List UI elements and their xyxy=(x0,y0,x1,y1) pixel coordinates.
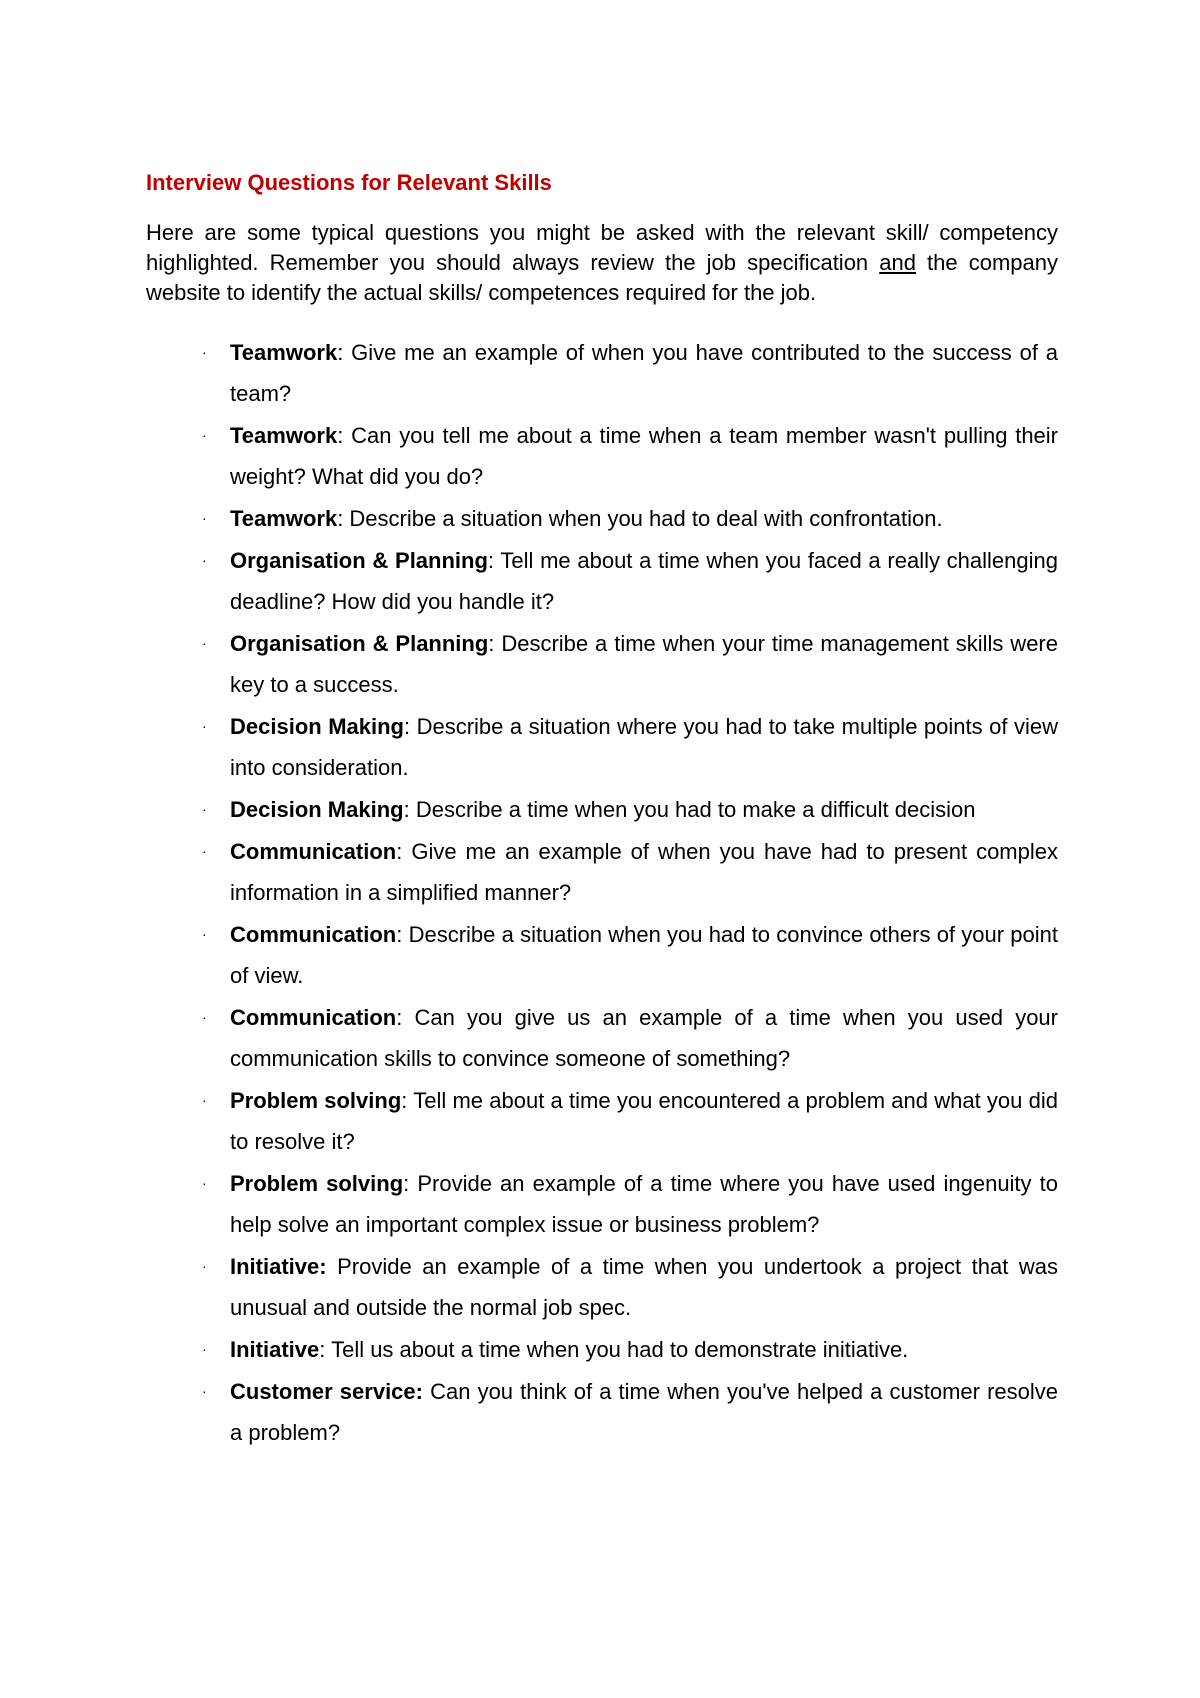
list-item xyxy=(146,1329,1058,1370)
skill-label: Initiative xyxy=(230,1337,320,1362)
list-item xyxy=(146,1371,1058,1453)
skill-label: Problem solving xyxy=(230,1171,404,1196)
bullet-icon: · xyxy=(202,843,207,859)
question-text: : Tell us about a time when you had to demonstrate initiative. xyxy=(319,1337,909,1362)
skill-label: Customer service: xyxy=(230,1379,423,1404)
skill-label: Organisation & Planning xyxy=(230,548,488,573)
intro-text-part1: Here are some typical questions you might be asked with the relevant skill/ competency highlighted. Remember you should always review the job specification xyxy=(146,220,1058,275)
document-title: Interview Questions for Relevant Skills xyxy=(146,170,552,195)
list-item xyxy=(146,498,1058,539)
list-item xyxy=(146,1080,1058,1162)
intro-text-part2: the company website to identify the actual skills/ competences required for the job. xyxy=(146,250,1058,305)
bullet-icon: · xyxy=(202,1009,207,1025)
skill-label: Teamwork xyxy=(230,423,338,448)
skill-label: Decision Making xyxy=(230,714,404,739)
document-page xyxy=(146,168,1058,1454)
list-item xyxy=(146,1163,1058,1245)
question-text: : Describe a situation where you had to take multiple points of view into consideration. xyxy=(230,714,1059,780)
bullet-icon: · xyxy=(202,344,207,360)
bullet-icon: · xyxy=(202,1383,207,1399)
question-text: : Describe a time when your time management skills were key to a success. xyxy=(230,631,1058,697)
question-text: : Tell me about a time you encountered a problem and what you did to resolve it? xyxy=(230,1088,1058,1154)
bullet-icon: · xyxy=(202,1341,207,1357)
bullet-icon: · xyxy=(202,427,207,443)
skill-label: Initiative: xyxy=(230,1254,327,1279)
bullet-icon: · xyxy=(202,510,207,526)
intro-underlined-word: and xyxy=(879,250,916,275)
skill-label: Organisation & Planning xyxy=(230,631,489,656)
list-item xyxy=(146,623,1058,705)
skill-label: Problem solving xyxy=(230,1088,402,1113)
question-text: : Give me an example of when you have had to present complex information in a simplified manner? xyxy=(230,839,1058,905)
skill-label: Decision Making xyxy=(230,797,404,822)
skill-label: Teamwork xyxy=(230,340,338,365)
question-text: : Can you give us an example of a time when you used your communication skills to convince someone of something? xyxy=(230,1005,1058,1071)
skill-label: Communication xyxy=(230,922,397,947)
list-item xyxy=(146,706,1058,788)
question-text: : Provide an example of a time where you have used ingenuity to help solve an important complex issue or business problem? xyxy=(230,1171,1058,1237)
bullet-icon: · xyxy=(202,1258,207,1274)
bullet-icon: · xyxy=(202,1092,207,1108)
bullet-icon: · xyxy=(202,801,207,817)
bullet-icon: · xyxy=(202,1175,207,1191)
question-text: Provide an example of a time when you undertook a project that was unusual and outside the normal job spec. xyxy=(230,1254,1058,1320)
skill-label: Communication xyxy=(230,839,397,864)
list-item xyxy=(146,332,1058,414)
list-item xyxy=(146,415,1058,497)
skill-label: Communication xyxy=(230,1005,397,1030)
intro-paragraph xyxy=(146,218,1058,308)
bullet-icon: · xyxy=(202,552,207,568)
skill-label: Teamwork xyxy=(230,506,338,531)
list-item xyxy=(146,997,1058,1079)
question-text: : Give me an example of when you have contributed to the success of a team? xyxy=(230,340,1058,406)
question-text: : Describe a time when you had to make a difficult decision xyxy=(403,797,976,822)
list-item xyxy=(146,914,1058,996)
question-list xyxy=(146,332,1058,1453)
list-item xyxy=(146,540,1058,622)
list-item xyxy=(146,789,1058,830)
list-item xyxy=(146,1246,1058,1328)
list-item xyxy=(146,831,1058,913)
question-text: : Describe a situation when you had to convince others of your point of view. xyxy=(230,922,1058,988)
bullet-icon: · xyxy=(202,718,207,734)
bullet-icon: · xyxy=(202,635,207,651)
bullet-icon: · xyxy=(202,926,207,942)
question-text: : Describe a situation when you had to deal with confrontation. xyxy=(337,506,943,531)
question-text: Can you think of a time when you've helped a customer resolve a problem? xyxy=(230,1379,1058,1445)
question-text: : Tell me about a time when you faced a really challenging deadline? How did you handle it? xyxy=(230,548,1058,614)
question-text: : Can you tell me about a time when a team member wasn't pulling their weight? What did you do? xyxy=(230,423,1058,489)
